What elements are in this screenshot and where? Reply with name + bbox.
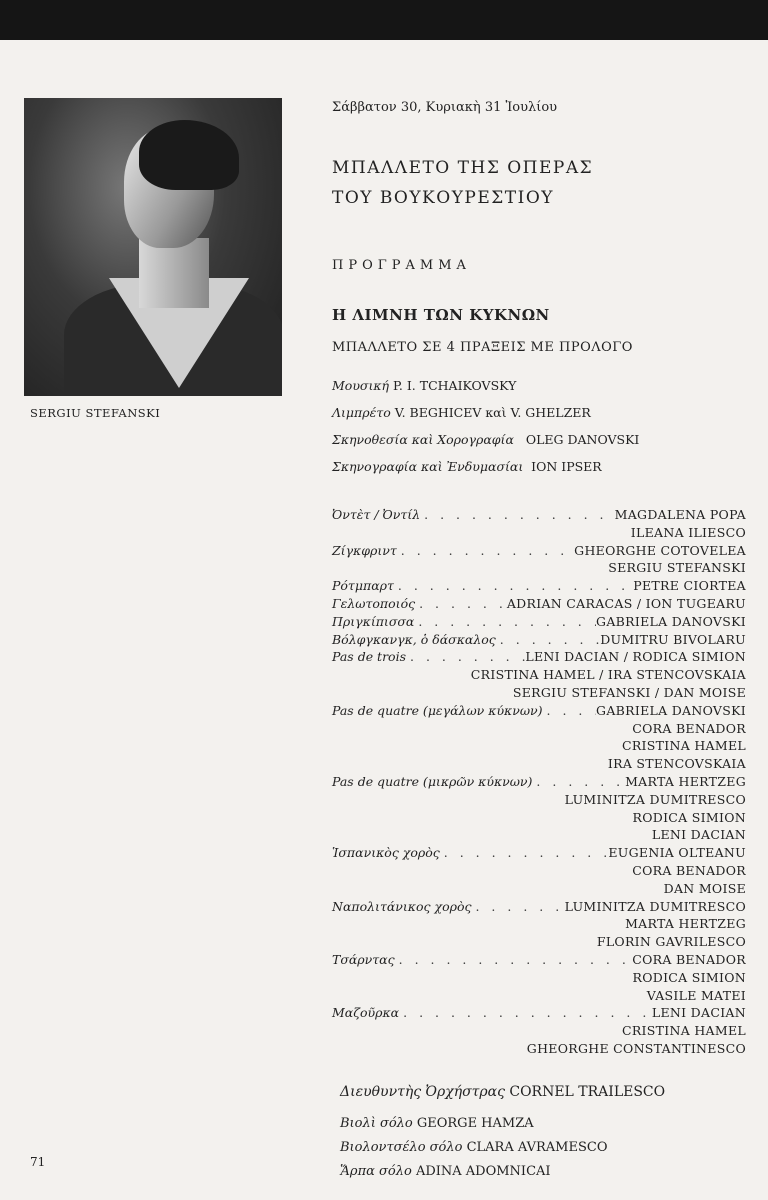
performer-name: LENI DACIAN / RODICA SIMION: [525, 649, 746, 665]
performer-name: IRA STENCOVSKAIA: [607, 756, 746, 772]
credit-line: [332, 459, 602, 474]
soloist-name: GEORGE HAMZA: [416, 1116, 534, 1131]
performer-name: MARTA HERTZEG: [625, 773, 746, 789]
dot-leader: [496, 631, 600, 649]
cast-role-row: [332, 898, 746, 916]
role-name: Μαζοῦρκα: [332, 1005, 400, 1021]
performer-name: SERGIU STEFANSKI / DAN MOISE: [512, 684, 746, 700]
cast-role-row: [332, 648, 746, 666]
dot-leader: [395, 951, 633, 969]
performer-name: ADRIAN CARACAS / ION TUGEARU: [506, 595, 746, 611]
soloist-name: CLARA AVRAMESCO: [466, 1140, 608, 1155]
dot-leader: [440, 844, 609, 862]
credit-line: [332, 405, 591, 420]
dot-leader: [543, 702, 597, 720]
cast-role-row: [332, 595, 746, 613]
cast-role-row: [332, 773, 746, 791]
cast-role-row: [332, 506, 746, 524]
performer-name: LENI DACIAN: [651, 1005, 746, 1021]
cast-role-row: [332, 1004, 746, 1022]
cast-role-row: [332, 702, 746, 720]
credit-line: [332, 432, 639, 447]
performer-name: LUMINITZA DUMITRESCO: [564, 898, 746, 914]
performer-name: EUGENIA OLTEANU: [608, 845, 746, 861]
performer-name: DAN MOISE: [663, 880, 746, 896]
company-title-line1: ΜΠΑΛΛΕΤΟ ΤΗΣ ΟΠΕΡΑΣ: [332, 158, 594, 178]
credit-line: [332, 378, 516, 393]
performer-name: FLORIN GAVRILESCO: [596, 934, 746, 950]
soloist-label: Βιολὶ σόλο: [340, 1116, 413, 1131]
performer-name: CRISTINA HAMEL: [621, 1023, 746, 1039]
performer-name: GABRIELA DANOVSKI: [596, 613, 746, 629]
dot-leader: [394, 577, 633, 595]
dancer-photo: [24, 98, 282, 396]
credit-label: Λιμπρέτο: [332, 405, 391, 420]
role-name: Βόλφγκανγκ, ὁ δάσκαλος: [332, 631, 496, 647]
credit-label: Μουσική: [332, 378, 390, 393]
role-name: Pas de quatre (μεγάλων κύκνων): [332, 702, 543, 718]
conductor-line: [340, 1084, 665, 1100]
role-name: Pas de trois: [332, 649, 406, 665]
work-title: Η ΛΙΜΝΗ ΤΩΝ ΚΥΚΝΩΝ: [332, 306, 550, 324]
dot-leader: [397, 542, 574, 560]
performer-name: MAGDALENA POPA: [614, 507, 746, 522]
performer-name: CRISTINA HAMEL / IRA STENCOVSKAIA: [470, 667, 746, 683]
performer-name: CORA BENADOR: [632, 951, 746, 967]
role-name: Ὀντὲτ / Ὀντίλ: [332, 507, 421, 522]
page-number: 71: [30, 1155, 46, 1169]
soloist-label: Ἅρπα σόλο: [340, 1164, 412, 1179]
performer-name: SERGIU STEFANSKI: [608, 560, 746, 576]
credit-label: Σκηνογραφία καὶ Ἐνδυμασίαι: [332, 459, 524, 474]
credit-value: V. BEGHICEV καὶ V. GHELZER: [394, 405, 591, 420]
role-name: Ἱσπανικὸς χορὸς: [332, 845, 440, 861]
performer-name: CRISTINA HAMEL: [621, 738, 746, 754]
soloist-line: [340, 1140, 608, 1155]
cast-role-row: [332, 613, 746, 631]
performer-name: ILEANA ILIESCO: [630, 524, 746, 540]
cast-role-row: [332, 631, 746, 649]
company-title-line2: ΤΟΥ ΒΟΥΚΟΥΡΕΣΤΙΟΥ: [332, 188, 554, 208]
performer-name: VASILE MATEI: [646, 987, 746, 1003]
role-name: Pas de quatre (μικρῶν κύκνων): [332, 773, 533, 789]
photo-caption: SERGIU STEFANSKI: [30, 406, 161, 420]
role-name: Ζίγκφριντ: [332, 542, 397, 558]
cast-role-row: [332, 542, 746, 560]
performer-name: LUMINITZA DUMITRESCO: [564, 791, 746, 807]
dot-leader: [414, 613, 596, 631]
conductor-label: Διευθυντὴς Ὀρχήστρας: [340, 1084, 505, 1100]
photo-neck: [139, 238, 209, 308]
soloist-name: ADINA ADOMNICAI: [415, 1164, 551, 1179]
role-name: Γελωτοποιός: [332, 595, 416, 611]
program-heading: ΠΡΟΓΡΑΜΜΑ: [332, 258, 471, 273]
dot-leader: [420, 506, 614, 524]
conductor-name: CORNEL TRAILESCO: [509, 1084, 666, 1100]
role-name: Ναπολιτάνικος χορὸς: [332, 898, 472, 914]
credit-value: P. I. TCHAIKOVSKY: [393, 378, 517, 393]
role-name: Ρότμπαρτ: [332, 578, 394, 594]
performer-name: PETRE CIORTEA: [633, 578, 746, 594]
role-name: Πριγκίπισσα: [332, 613, 415, 629]
cast-role-row: [332, 844, 746, 862]
credit-value: ION IPSER: [531, 459, 602, 474]
cast-list: [332, 506, 746, 1058]
performer-name: LENI DACIAN: [651, 827, 746, 843]
work-subtitle: ΜΠΑΛΛΕΤΟ ΣΕ 4 ΠΡΑΞΕΙΣ ΜΕ ΠΡΟΛΟΓΟ: [332, 340, 633, 355]
cast-role-row: [332, 577, 746, 595]
photo-hair: [139, 120, 239, 190]
performer-name: RODICA SIMION: [632, 809, 746, 825]
scan-top-border: [0, 0, 768, 40]
performance-dates: Σάββατον 30, Κυριακὴ 31 Ἰουλίου: [332, 100, 558, 115]
performer-name: DUMITRU BIVOLARU: [600, 631, 746, 647]
dot-leader: [532, 773, 625, 791]
performer-name: GHEORGHE COTOVELEA: [574, 542, 746, 558]
performer-name: CORA BENADOR: [632, 720, 746, 736]
performer-name: RODICA SIMION: [632, 969, 746, 985]
dot-leader: [406, 648, 525, 666]
soloist-line: [340, 1116, 534, 1131]
performer-name: GABRIELA DANOVSKI: [596, 702, 746, 718]
performer-name: GHEORGHE CONSTANTINESCO: [526, 1040, 746, 1056]
soloist-line: [340, 1164, 551, 1179]
dot-leader: [399, 1004, 652, 1022]
role-name: Τσάρντας: [332, 951, 395, 967]
soloist-label: Βιολοντσέλο σόλο: [340, 1140, 463, 1155]
credit-label: Σκηνοθεσία καὶ Χορογραφία: [332, 432, 514, 447]
dot-leader: [415, 595, 507, 613]
credit-value: OLEG DANOVSKI: [525, 432, 640, 447]
performer-name: CORA BENADOR: [632, 862, 746, 878]
dot-leader: [471, 898, 564, 916]
cast-role-row: [332, 951, 746, 969]
performer-name: MARTA HERTZEG: [625, 916, 746, 932]
